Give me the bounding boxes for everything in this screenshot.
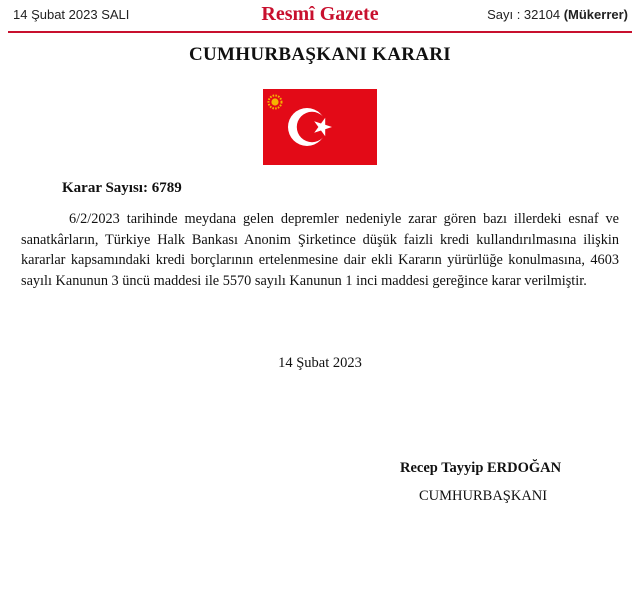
decision-date: 14 Şubat 2023 — [278, 355, 362, 371]
signer-title: CUMHURBAŞKANI — [419, 488, 548, 504]
document-title: CUMHURBAŞKANI KARARI — [189, 44, 451, 65]
header-date: 14 Şubat 2023 SALI — [13, 7, 130, 22]
decision-number: Karar Sayısı: 6789 — [62, 180, 182, 196]
header-divider — [8, 31, 632, 33]
issue-number — [487, 7, 628, 22]
decision-body — [21, 209, 619, 291]
issue-suffix: (Mükerrer) — [563, 7, 628, 22]
turkish-flag-icon — [263, 89, 377, 165]
signer-name: Recep Tayyip ERDOĞAN — [400, 460, 562, 476]
gazette-title: Resmî Gazete — [261, 3, 379, 25]
body-paragraph: 6/2/2023 tarihinde meydana gelen depremler nedeniyle zarar gören bazı illerdeki esnaf ve sanatkârların, Türkiye Halk Bankası Anonim Şirketince düşük faizli kredi kullandırılmasına ilişkin kararlar kapsamındaki kredi borçlarının ertelenmesine dair ekli Kararın yürürlüğe konulmasına, 4603 sayılı Kanunun 3 üncü maddesi ile 5570 sayılı Kanunun 1 inci maddesi gereğince karar verilmiştir. — [21, 211, 619, 289]
gazette-header — [0, 0, 640, 34]
issue-prefix: Sayı : 32104 — [487, 7, 564, 22]
